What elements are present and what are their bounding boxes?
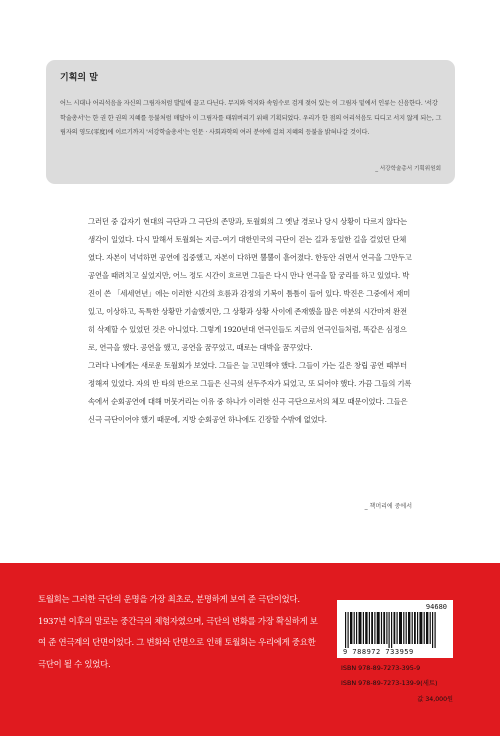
barcode-icon [337, 612, 453, 648]
barcode-ean-number: 9 788972 733959 [343, 648, 414, 656]
series-box-signature: _ 서강학술총서 기획위원회 [375, 166, 441, 172]
book-excerpt [88, 213, 413, 429]
book-price: 값 34,000원 [417, 696, 453, 703]
excerpt-paragraph-2: 그러다 나에게는 새로운 토월회가 보였다. 그들은 늘 고민해야 했다. 그들이 가는 길은 창립 공연 때부터 정해져 있었다. 자의 반 타의 반으로 그들은 신극의 선두주자가 되었고, 또 되어야 했다. 가끔 그들의 기록 속에서 순회공연에 대해 머뭇거리는 이유 중 하나가 이러한 신극 극단으로서의 체모 때문이었다. 그들은 신극 극단이어야 했기 때문에, 지방 순회공연 하나에도 긴장할 수밖에 없었다. [88, 361, 412, 424]
barcode-addon-code: 94680 [425, 603, 447, 611]
excerpt-paragraph-1: 그러던 중 갑자기 현대의 극단과 그 극단의 존망과, 토월회의 그 옛날 경로나 당시 상황이 다르지 않다는 생각이 일었다. 다시 말해서 토월회는 지금–여기 대한민국의 극단이 걷는 길과 동일한 길을 걸었던 단체였다. 자본이 넉넉하면 공연에 집중했고, 자본이 다하면 뿔뿔이 흩어졌다. 한동안 쉬면서 연극을 그만두고 공연을 때려치고 싶었지만, 어느 정도 시간이 흐르면 그들은 다시 만나 연극을 할 궁리를 하고 있었다. 박진이 쓴 「세세연년」에는 이러한 시간의 흐름과 감정의 기복이 틈틈이 들어 있다. 박진은 그중에서 재미있고, 이상하고, 독특한 상황만 기술했지만, 그 상황과 상황 사이에 존재했을 많은 여분의 시간마저 완전히 삭제할 수 있었던 것은 아니었다. 그렇게 1920년대 연극인들도 지금의 연극인들처럼, 똑같은 심정으로, 연극을 했다. 공연을 했고, 공연을 꿈꾸었고, 때로는 대박을 꿈꾸었다. [88, 217, 412, 352]
series-box-title: 기획의 말 [60, 73, 98, 83]
series-planning-box [46, 60, 455, 184]
isbn-line-2: ISBN 978-89-7273-139-9(세트) [341, 679, 438, 687]
barcode-panel [337, 600, 453, 658]
back-cover-blurb: 토월회는 그러한 극단의 운명을 가장 최초로, 분명하게 보여 준 극단이었다. 1937년 이후의 말로는 중간극의 체험자였으며, 극단의 변화를 가장 확실하게 보여 준 연극계의 단면이었다. 그 변화와 단면으로 인해 토월회는 우리에게 중요한 극단이 될 수 있었다. [38, 594, 318, 669]
series-box-text: 어느 시대나 어리석음을 자신의 그림자처럼 발밑에 끌고 다닌다. 무지와 억지와 속임수로 검게 젖어 있는 이 그림자 밑에서 인류는 신음한다. '서강학술총서'는 한 권 한 권의 지혜를 등불처럼 매달아 이 그림자를 태워버리기 위해 기획되었다. 우리가 한 점의 어리석음도 디디고 서지 않게 되는, 그림자의 영도(零度)에 이르기까지 '서강학술총서'는 인문 · 사회과학의 여러 분야에 걸쳐 지혜의 등불을 밝혀나갈 것이다. [60, 100, 442, 136]
isbn-line-1: ISBN 978-89-7273-395-9 [341, 664, 421, 672]
excerpt-source: _ 책머리에 중에서 [364, 503, 412, 510]
